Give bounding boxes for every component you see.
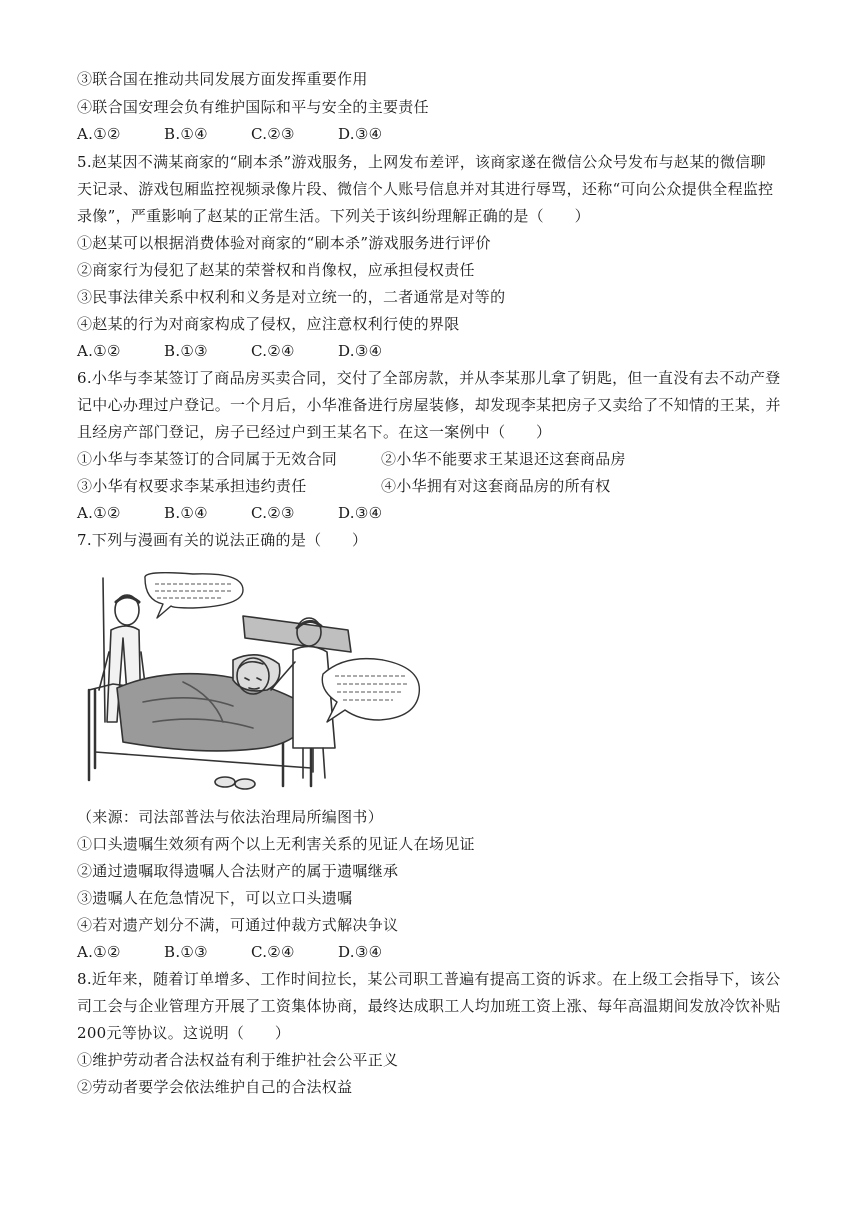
choice-b: B.①③ <box>164 943 208 961</box>
q8-stem-line-3: 200元等协议。这说明（ ） <box>77 1024 291 1042</box>
choice-d: D.③④ <box>338 342 383 360</box>
choice-d: D.③④ <box>338 943 383 961</box>
q8-option-2: ②劳动者要学会依法维护自己的合法权益 <box>77 1078 353 1096</box>
q4-option-4: ④联合国安理会负有维护国际和平与安全的主要责任 <box>77 98 429 116</box>
q6-choices <box>77 503 812 523</box>
q8-option-1: ①维护劳动者合法权益有利于维护社会公平正义 <box>77 1051 399 1069</box>
q5-option-2: ②商家行为侵犯了赵某的荣誉权和肖像权，应承担侵权责任 <box>77 261 475 279</box>
choice-c: C.②④ <box>251 943 295 961</box>
q7-choices <box>77 942 812 962</box>
choice-d: D.③④ <box>338 125 383 143</box>
q7-option-3: ③遗嘱人在危急情况下，可以立口头遗嘱 <box>77 889 353 907</box>
choice-b: B.①④ <box>164 125 208 143</box>
deathbed-will-cartoon <box>83 572 443 792</box>
q6-option-2: ②小华不能要求王某退还这套商品房 <box>381 450 626 468</box>
q6-option-3: ③小华有权要求李某承担违约责任 <box>77 477 307 495</box>
q6-stem-line-3: 且经房产部门登记，房子已经过户到王某名下。在这一案例中（ ） <box>77 423 552 441</box>
q7-image-source: （来源：司法部普法与依法治理局所编图书） <box>77 808 384 826</box>
q4-choices <box>77 124 812 144</box>
q5-option-1: ①赵某可以根据消费体验对商家的“刷本杀”游戏服务进行评价 <box>77 234 491 252</box>
q5-stem-line-2: 天记录、游戏包厢监控视频录像片段、微信个人账号信息并对其进行辱骂，还称“可向公众提供全程监控 <box>77 180 774 198</box>
q7-option-4: ④若对遗产划分不满，可通过仲裁方式解决争议 <box>77 916 399 934</box>
q5-option-4: ④赵某的行为对商家构成了侵权，应注意权利行使的界限 <box>77 315 460 333</box>
q5-stem-line-1: 5.赵某因不满某商家的“刷本杀”游戏服务，上网发布差评，该商家遂在微信公众号发布与赵某的微信聊 <box>77 153 766 171</box>
choice-b: B.①③ <box>164 342 208 360</box>
q8-stem-line-1: 8.近年来，随着订单增多、工作时间拉长，某公司职工普遍有提高工资的诉求。在上级工会指导下，该公 <box>77 970 781 988</box>
q7-option-1: ①口头遗嘱生效须有两个以上无利害关系的见证人在场见证 <box>77 835 475 853</box>
choice-b: B.①④ <box>164 504 208 522</box>
choice-a: A.①② <box>77 504 121 522</box>
q5-stem-line-3: 录像”，严重影响了赵某的正常生活。下列关于该纠纷理解正确的是（ ） <box>77 207 590 225</box>
q7-option-2: ②通过遗嘱取得遗嘱人合法财产的属于遗嘱继承 <box>77 862 399 880</box>
q6-option-1: ①小华与李某签订的合同属于无效合同 <box>77 450 338 468</box>
q5-option-3: ③民事法律关系中权利和义务是对立统一的，二者通常是对等的 <box>77 288 506 306</box>
choice-c: C.②③ <box>251 504 295 522</box>
q6-stem-line-1: 6.小华与李某签订了商品房买卖合同，交付了全部房款，并从李某那儿拿了钥匙，但一直没有去不动产登 <box>77 369 781 387</box>
choice-a: A.①② <box>77 342 121 360</box>
choice-c: C.②④ <box>251 342 295 360</box>
q6-option-4: ④小华拥有对这套商品房的所有权 <box>381 477 611 495</box>
q8-stem-line-2: 司工会与企业管理方开展了工资集体协商，最终达成职工人均加班工资上涨、每年高温期间发放冷饮补贴 <box>77 997 781 1015</box>
q4-option-3: ③联合国在推动共同发展方面发挥重要作用 <box>77 70 368 88</box>
q5-choices <box>77 341 812 361</box>
q7-stem: 7.下列与漫画有关的说法正确的是（ ） <box>77 531 368 549</box>
q6-stem-line-2: 记中心办理过户登记。一个月后，小华准备进行房屋装修，却发现李某把房子又卖给了不知情的王某，并 <box>77 396 781 414</box>
choice-a: A.①② <box>77 125 121 143</box>
choice-d: D.③④ <box>338 504 383 522</box>
choice-c: C.②③ <box>251 125 295 143</box>
choice-a: A.①② <box>77 943 121 961</box>
